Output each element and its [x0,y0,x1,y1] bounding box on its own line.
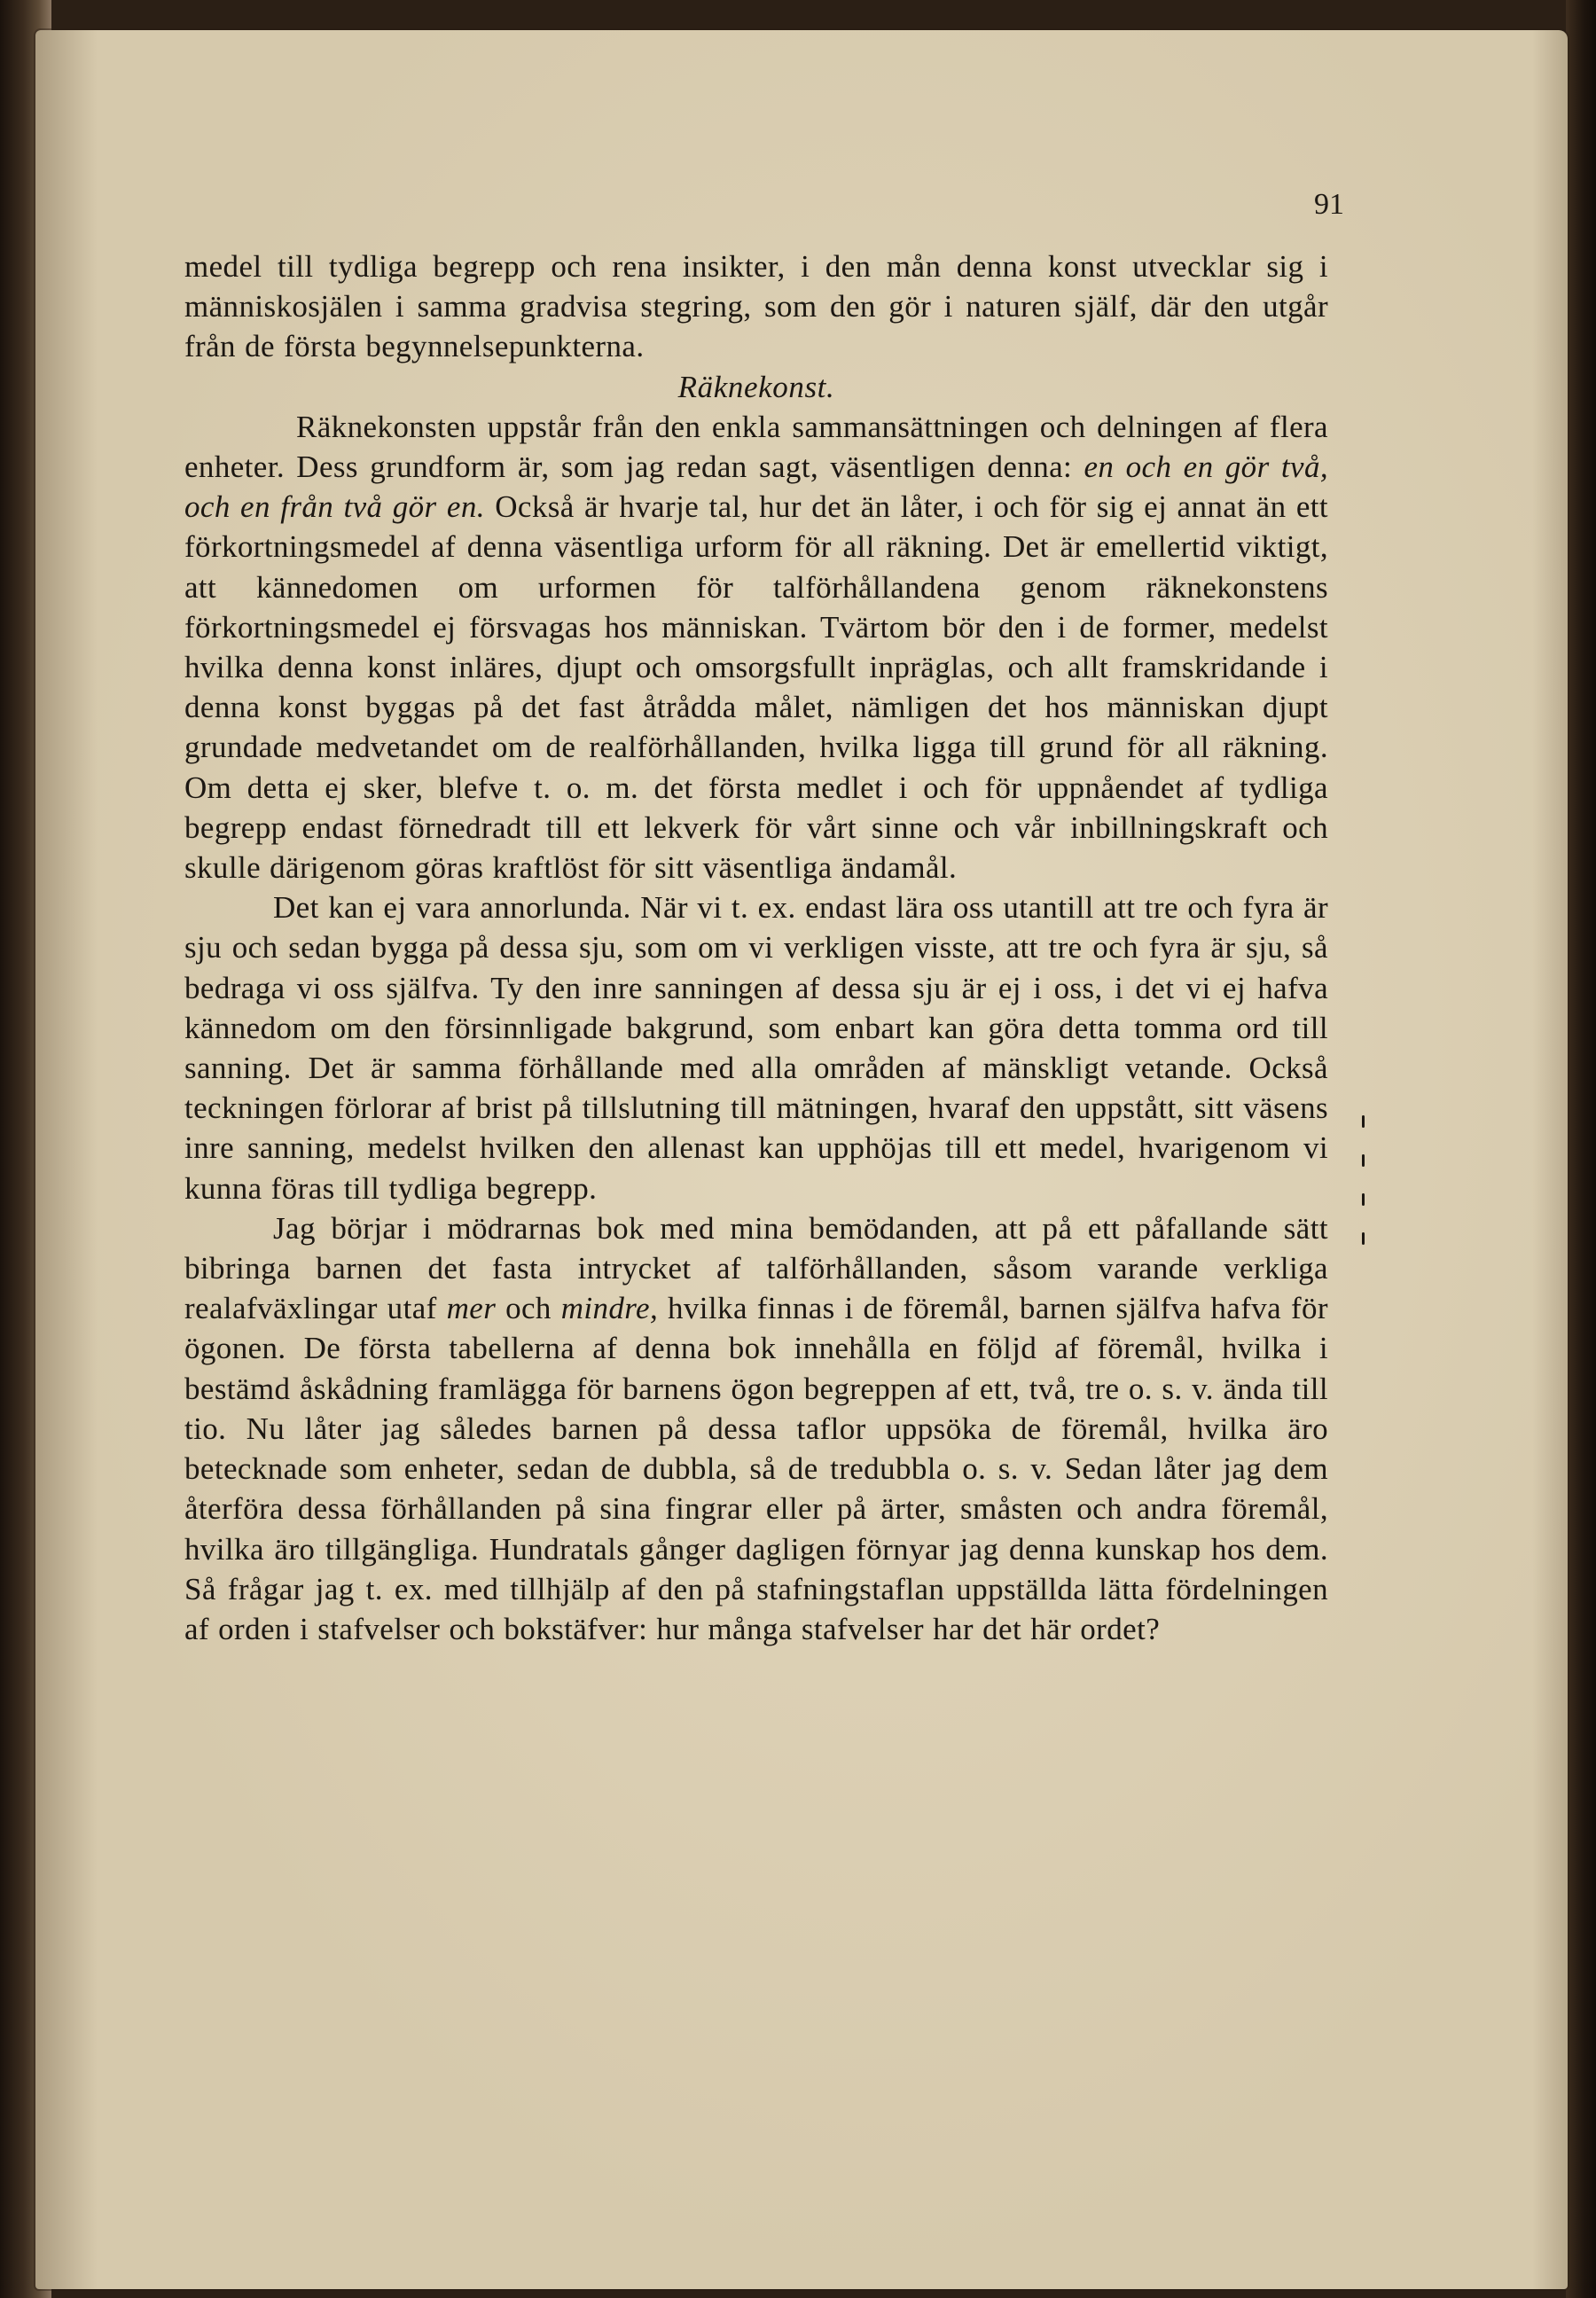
section-heading: Räknekonst. [677,369,835,404]
paragraph-continuation: medel till tydliga begrepp och rena insikter, i den mån denna konst utvecklar sig i människosjälen i samma gradvisa stegring, som den gör i naturen själf, där den utgår från de första begynnelsepunkterna. [184,249,1328,364]
emphasized-word: mer [446,1291,497,1326]
margin-mark [1362,1154,1365,1167]
paragraph-text: Räknekonsten uppstår från den enkla sammansättningen och delningen af flera enheter. Dess grundform är, som jag redan sagt, väsentligen denna: [184,409,1328,485]
book-cover-edge [1566,0,1596,2298]
paragraph-text: hvilka finnas i de föremål, barnen själfva hafva för ögonen. De första tabellerna af denna bok innehålla en följd af föremål, hvilka i bestämd åskådning framlägga för barnens ögon begreppen af ett, två, tre o. s. v. ända till tio. Nu låter jag således barnen på dessa taflor uppsöka de föremål, hvilka äro betecknade som enheter, sedan de dubbla, så de tredubbla o. s. v. Sedan låter jag dem återföra dessa förhållanden på sina fingrar eller på ärter, småsten och andra föremål, hvilka äro tillgängliga. Hundratals gånger dagligen förnyar jag denna kunskap hos dem. Så frågar jag t. ex. med tillhjälp af den på stafningstaflan uppställda lätta fördelningen af orden i stafvelser och bokstäfver: hur många stafvelser har det här ordet? [184,1291,1328,1646]
paragraph-text: och [496,1291,561,1326]
paragraph-text: Också är hvarje tal, hur det än låter, i och för sig ej annat än ett förkortningsmedel af denna väsentliga urform för all räkning. Det är emellertid viktigt, att kännedomen om urformen för talförhållandena genom räknekonstens förkortningsmedel ej försvagas hos människan. Tvärtom bör den i de former, medelst hvilka denna konst inläres, djupt och omsorgsfullt inpräglas, och allt framskridande i denna konst byggas på det fast åtrådda målet, nämligen det hos människan djupt grundade medvetandet om de realförhållanden, hvilka ligga till grund för all räkning. Om detta ej sker, blefve t. o. m. det första medlet i och för uppnåendet af tydliga begrepp endast förnedradt till ett lekverk för vårt sinne och vår inbillningskraft och skulle därigenom göras kraftlöst för sitt väsentliga ändamål. [184,489,1328,886]
paragraph-annorlunda: Det kan ej vara annorlunda. När vi t. ex. endast lära oss utantill att tre och fyra är sju och sedan bygga på dessa sju, som om vi verkligen visste, att tre och fyra är sju, så bedraga vi oss själfva. Ty den inre sanningen af dessa sju är ej i oss, i det vi ej hafva kännedom om den försinnligade bakgrund, som enbart kan göra detta tomma ord till sanning. Det är samma förhållande med alla områden af mänskligt vetande. Också teckningen förlorar af brist på tillslutning till mätningen, hvaraf den uppstått, sitt väsens inre sanning, medelst hvilken den allenast kan upphöjas till ett medel, hvarigenom vi kunna föras till tydliga begrepp. [184,890,1328,1206]
paragraph-raknekonst [184,407,1328,887]
emphasized-formula: en och en gör två, och en från två gör en. [184,449,1328,525]
page-body [184,246,1328,1649]
margin-marks [1358,1115,1371,1257]
paragraph-modrarnas-bok [184,1208,1328,1649]
margin-mark [1362,1115,1365,1128]
emphasized-word: mindre, [560,1291,659,1326]
page-number: 91 [1314,188,1344,221]
paragraph-text: Jag börjar i mödrarnas bok med mina bemödanden, att på ett påfallande sätt bibringa barnen det fasta intrycket af talförhållanden, såsom varande verkliga realafväxlingar utaf [184,1210,1328,1326]
margin-mark [1362,1193,1365,1206]
margin-mark [1362,1232,1365,1245]
